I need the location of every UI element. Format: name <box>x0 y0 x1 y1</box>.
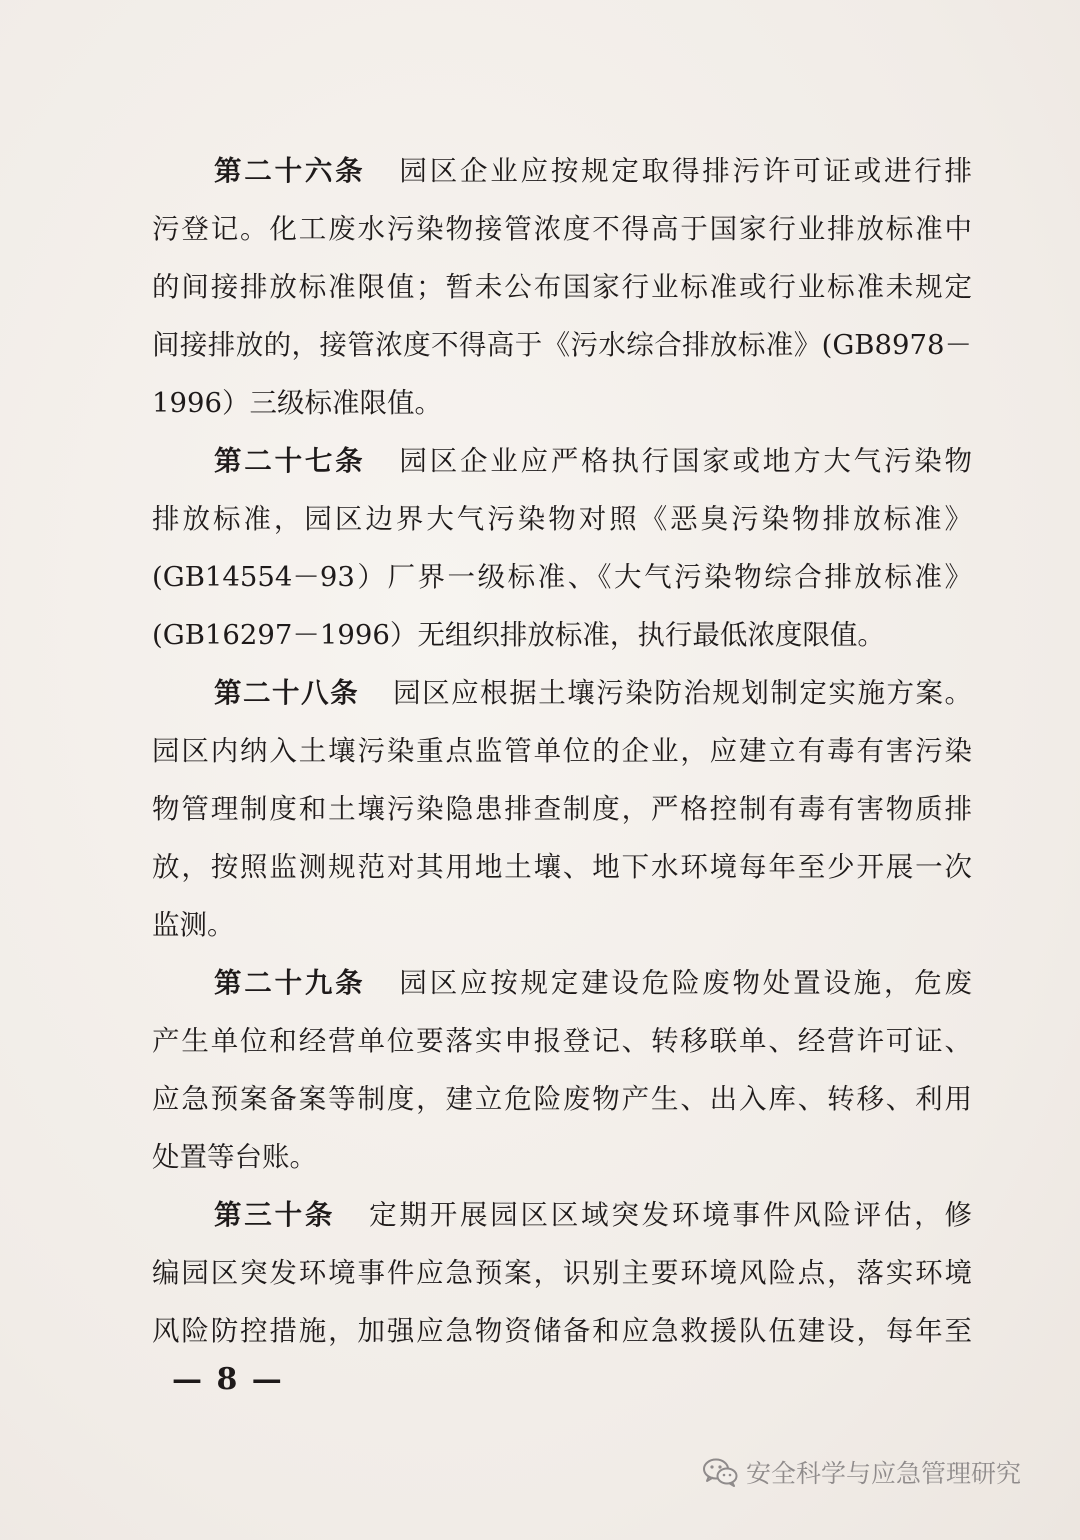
article-26 <box>152 142 972 432</box>
article-heading: 第二十九条 <box>214 967 366 999</box>
watermark-text: 安全科学与应急管理研究 <box>746 1459 1022 1488</box>
article-first-line <box>152 954 972 1012</box>
page-number: — 8 — <box>172 1362 284 1397</box>
article-first-line <box>152 1186 972 1244</box>
article-line: 的间接排放标准限值；暂未公布国家行业标准或行业标准未规定 <box>152 271 972 303</box>
article-line: 污登记。化工废水污染物接管浓度不得高于国家行业排放标准中 <box>152 213 972 245</box>
article-line: 处置等台账。 <box>152 1141 317 1173</box>
article-line: 监测。 <box>152 909 235 941</box>
article-line: 物管理制度和土壤污染隐患排查制度，严格控制有毒有害物质排 <box>152 793 972 825</box>
document-body <box>152 142 972 1360</box>
article-heading: 第二十六条 <box>214 155 366 187</box>
article-first-line <box>152 142 972 200</box>
article-first-line <box>152 664 972 722</box>
article-30 <box>152 1186 972 1360</box>
article-line: 产生单位和经营单位要落实申报登记、转移联单、经营许可证、 <box>152 1025 972 1057</box>
account-watermark <box>702 1452 1021 1492</box>
article-text: 园区应按规定建设危险废物处置设施，危废 <box>399 967 972 999</box>
article-line: 间接排放的，接管浓度不得高于《污水综合排放标准》(GB8978－ <box>152 329 972 361</box>
article-27 <box>152 432 972 664</box>
article-line: 应急预案备案等制度，建立危险废物产生、出入库、转移、利用 <box>152 1083 972 1115</box>
article-line: (GB14554－93）厂界一级标准、《大气污染物综合排放标准》 <box>152 561 972 593</box>
article-heading: 第三十条 <box>214 1199 336 1231</box>
article-heading: 第二十七条 <box>214 445 366 477</box>
article-line: (GB16297－1996）无组织排放标准，执行最低浓度限值。 <box>152 619 885 651</box>
article-text: 园区企业应按规定取得排污许可证或进行排 <box>399 155 972 187</box>
wechat-icon <box>702 1457 738 1487</box>
article-heading: 第二十八条 <box>214 677 360 709</box>
article-28 <box>152 664 972 954</box>
article-line: 编园区突发环境事件应急预案，识别主要环境风险点，落实环境 <box>152 1257 972 1289</box>
article-line: 放，按照监测规范对其用地土壤、地下水环境每年至少开展一次 <box>152 851 972 883</box>
article-line: 风险防控措施，加强应急物资储备和应急救援队伍建设，每年至 <box>152 1315 972 1347</box>
article-text: 定期开展园区区域突发环境事件风险评估，修 <box>369 1199 972 1231</box>
article-line: 园区内纳入土壤污染重点监管单位的企业，应建立有毒有害污染 <box>152 735 972 767</box>
article-text: 园区应根据土壤污染防治规划制定实施方案。 <box>393 677 972 709</box>
article-text: 园区企业应严格执行国家或地方大气污染物 <box>399 445 972 477</box>
article-29 <box>152 954 972 1186</box>
article-first-line <box>152 432 972 490</box>
article-line: 1996）三级标准限值。 <box>152 387 442 419</box>
article-line: 排放标准，园区边界大气污染物对照《恶臭污染物排放标准》 <box>152 503 972 535</box>
